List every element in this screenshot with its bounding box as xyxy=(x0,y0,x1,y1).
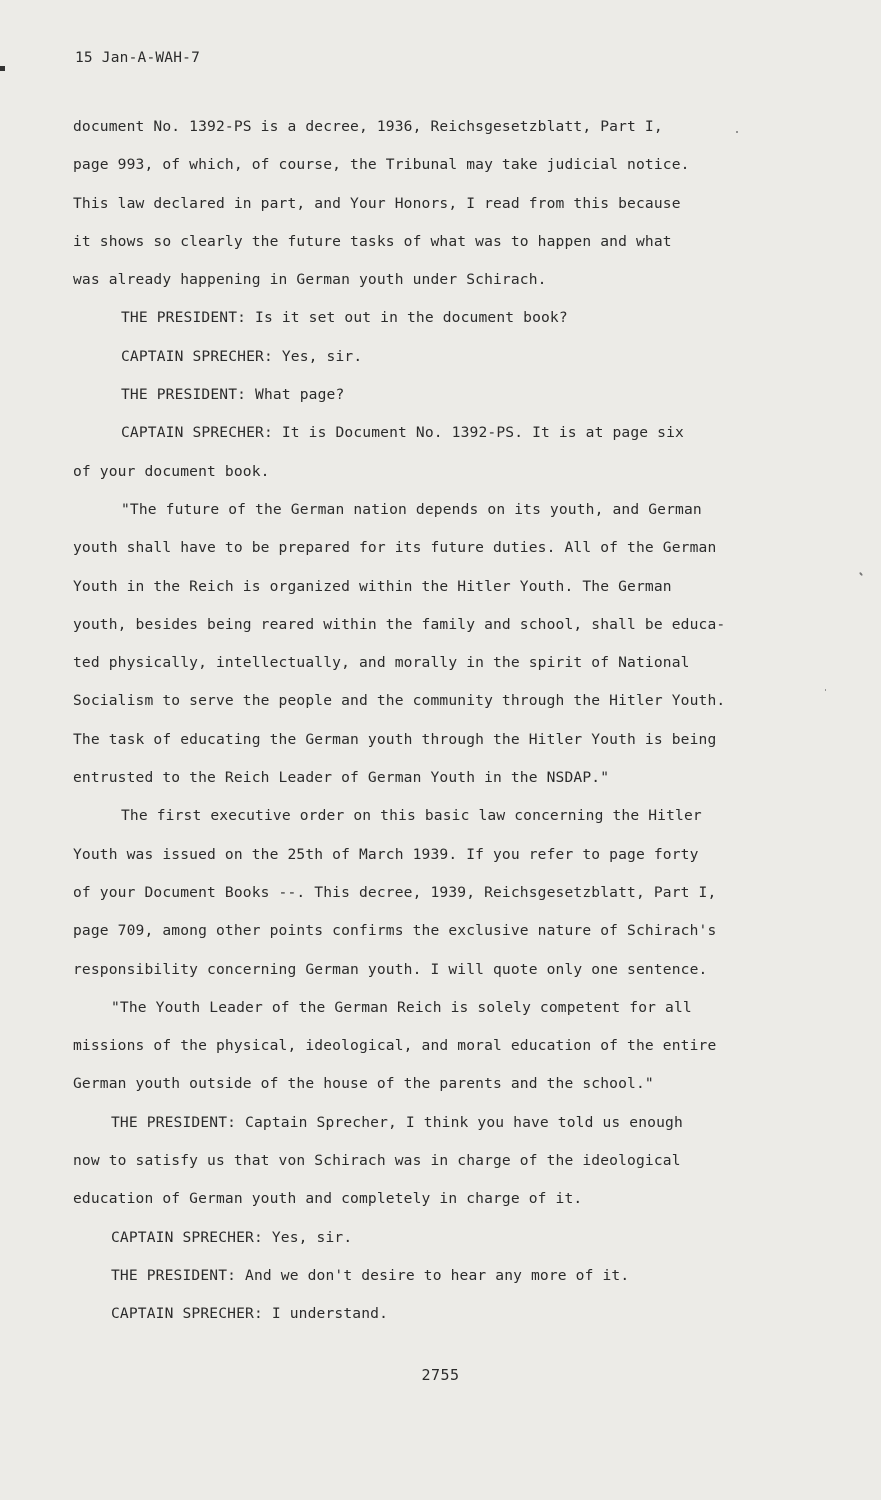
text-line: German youth outside of the house of the parents and the school." xyxy=(73,1075,654,1093)
text-line: education of German youth and completely in charge of it. xyxy=(73,1190,583,1208)
page-header: 15 Jan-A-WAH-7 xyxy=(75,50,201,66)
text-line: THE PRESIDENT: What page? xyxy=(121,386,345,404)
text-line: THE PRESIDENT: Is it set out in the document book? xyxy=(121,309,568,327)
text-line: youth shall have to be prepared for its future duties. All of the German xyxy=(73,539,717,557)
text-line: of your Document Books --. This decree, 1939, Reichsgesetzblatt, Part I, xyxy=(73,883,717,901)
text-line: "The future of the German nation depends on its youth, and German xyxy=(121,500,702,518)
text-line: The first executive order on this basic law concerning the Hitler xyxy=(121,807,702,825)
text-line: it shows so clearly the future tasks of what was to happen and what xyxy=(73,232,672,250)
page-number: 2755 xyxy=(421,1366,460,1384)
text-line: CAPTAIN SPRECHER: Yes, sir. xyxy=(111,1228,353,1246)
text-line: of your document book. xyxy=(73,462,270,480)
transcript-body xyxy=(73,108,793,1334)
text-line: This law declared in part, and Your Honors, I read from this because xyxy=(73,194,681,212)
text-line: "The Youth Leader of the German Reich is solely competent for all xyxy=(111,998,692,1016)
text-line: missions of the physical, ideological, and moral education of the entire xyxy=(73,1037,717,1055)
paper-speck xyxy=(825,689,826,691)
paper-speck xyxy=(736,131,738,133)
text-line: Youth in the Reich is organized within the Hitler Youth. The German xyxy=(73,577,672,595)
text-line: page 709, among other points confirms the exclusive nature of Schirach's xyxy=(73,922,717,940)
text-line: THE PRESIDENT: And we don't desire to hear any more of it. xyxy=(111,1266,630,1284)
text-line: responsibility concerning German youth. I will quote only one sentence. xyxy=(73,960,708,978)
text-line: THE PRESIDENT: Captain Sprecher, I think you have told us enough xyxy=(111,1113,683,1131)
text-line: Socialism to serve the people and the community through the Hitler Youth. xyxy=(73,692,726,710)
text-line: CAPTAIN SPRECHER: Yes, sir. xyxy=(121,347,363,365)
margin-mark xyxy=(0,66,5,71)
text-line: document No. 1392-PS is a decree, 1936, Reichsgesetzblatt, Part I, xyxy=(73,118,663,135)
text-line: page 993, of which, of course, the Tribunal may take judicial notice. xyxy=(73,156,690,174)
text-line: now to satisfy us that von Schirach was in charge of the ideological xyxy=(73,1152,681,1170)
text-line: youth, besides being reared within the family and school, shall be educa- xyxy=(73,615,726,633)
text-line: entrusted to the Reich Leader of German Youth in the NSDAP." xyxy=(73,769,610,787)
text-line: CAPTAIN SPRECHER: I understand. xyxy=(111,1305,389,1323)
text-line: CAPTAIN SPRECHER: It is Document No. 1392-PS. It is at page six xyxy=(121,424,684,442)
text-line: was already happening in German youth under Schirach. xyxy=(73,271,547,289)
text-line: The task of educating the German youth through the Hitler Youth is being xyxy=(73,730,717,748)
text-line: ted physically, intellectually, and morally in the spirit of National xyxy=(73,654,690,672)
paper-speck xyxy=(859,572,863,576)
text-line: Youth was issued on the 25th of March 1939. If you refer to page forty xyxy=(73,845,699,863)
